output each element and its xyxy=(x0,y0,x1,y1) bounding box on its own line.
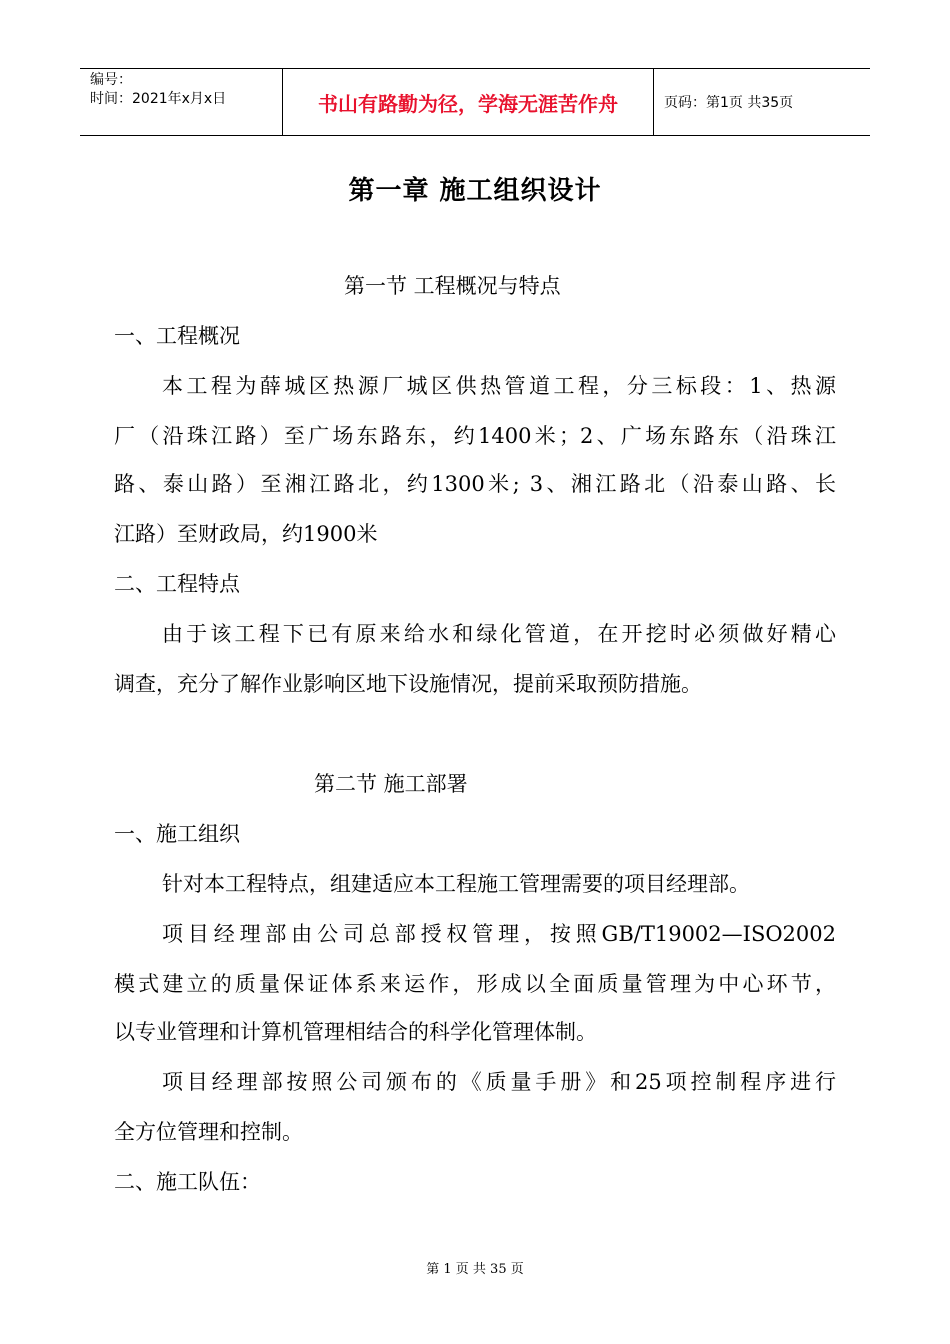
paragraph-line: 项目经理部由公司总部授权管理，按照GB/T19002—ISO2002 xyxy=(162,922,836,946)
paragraph-line: 项目经理部按照公司颁布的《质量手册》和25项控制程序进行 xyxy=(162,1070,836,1094)
paragraph-line: 厂（沿珠江路）至广场东路东，约1400米；2、广场东路东（沿珠江 xyxy=(114,424,836,448)
header-meta xyxy=(80,69,282,135)
paragraph-line: 以专业管理和计算机管理相结合的科学化管理体制。 xyxy=(114,1020,597,1044)
paragraph-line: 江路）至财政局，约1900米 xyxy=(114,522,378,546)
paragraph-line: 针对本工程特点，组建适应本工程施工管理需要的项目经理部。 xyxy=(162,872,750,896)
paragraph-line: 路、泰山路）至湘江路北，约1300米; 3、湘江路北（沿泰山路、长 xyxy=(114,472,836,496)
chapter-title: 第一章 施工组织设计 xyxy=(348,176,602,206)
number-label: 编号： xyxy=(90,72,132,88)
paragraph-line: 由于该工程下已有原来给水和绿化管道，在开挖时必须做好精心 xyxy=(162,622,836,646)
paragraph-line: 本工程为薛城区热源厂城区供热管道工程，分三标段：1、热源 xyxy=(162,374,836,398)
paragraph-line: 模式建立的质量保证体系来运作，形成以全面质量管理为中心环节， xyxy=(114,972,836,996)
section2-heading2: 二、施工队伍： xyxy=(114,1170,261,1194)
page-header xyxy=(80,68,870,136)
paragraph-line: 调查，充分了解作业影响区地下设施情况，提前采取预防措施。 xyxy=(114,672,702,696)
header-page-info: 页码：第1页 共35页 xyxy=(664,95,794,111)
date-label: 时间：2021年x月x日 xyxy=(90,91,227,107)
header-motto: 书山有路勤为径，学海无涯苦作舟 xyxy=(282,69,654,135)
section2-title: 第二节 施工部署 xyxy=(314,772,468,796)
section2-heading1: 一、施工组织 xyxy=(114,822,240,846)
section1-title: 第一节 工程概况与特点 xyxy=(344,274,561,298)
section1-heading1: 一、工程概况 xyxy=(114,324,240,348)
section1-heading2: 二、工程特点 xyxy=(114,572,240,596)
page-footer: 第 1 页 共 35 页 xyxy=(426,1262,524,1277)
paragraph-line: 全方位管理和控制。 xyxy=(114,1120,303,1144)
